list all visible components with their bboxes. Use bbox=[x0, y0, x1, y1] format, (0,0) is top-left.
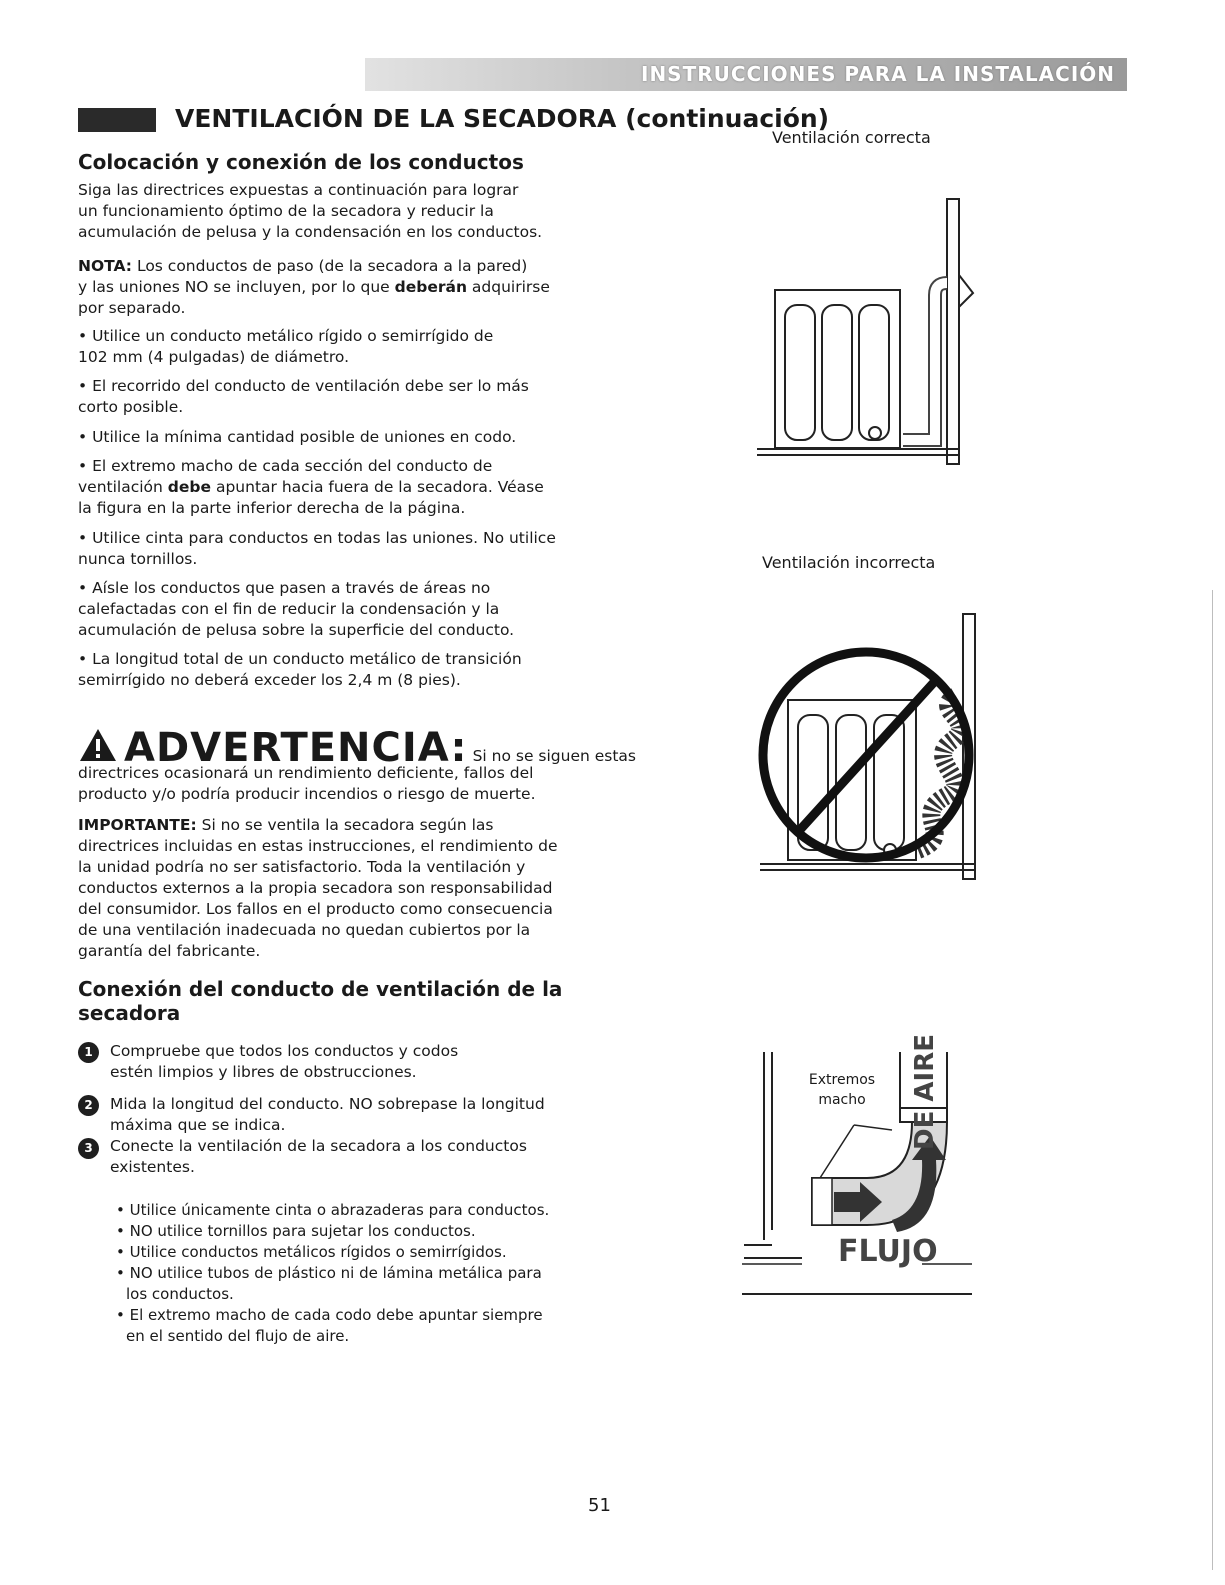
male-ends-label-line: macho bbox=[818, 1092, 866, 1108]
list-item bbox=[78, 427, 610, 448]
step-line: Compruebe que todos los conductos y codos bbox=[110, 1042, 459, 1060]
step-number-3: 3 bbox=[78, 1138, 99, 1159]
list-item-line: • Utilice un conducto metálico rígido o semirrígido de bbox=[78, 327, 494, 345]
airflow-label-b: DE AIRE bbox=[910, 1034, 940, 1150]
list-item bbox=[78, 376, 610, 418]
important-line: garantía del fabricante. bbox=[78, 942, 261, 960]
section-heading-connection bbox=[78, 977, 598, 1025]
list-item-line: • La longitud total de un conducto metálico de transición bbox=[78, 650, 522, 668]
list-item-line: calefactadas con el fin de reducir la condensación y la bbox=[78, 600, 500, 618]
header-band-text: INSTRUCCIONES PARA LA INSTALACIÓN bbox=[641, 62, 1115, 86]
list-item bbox=[78, 578, 610, 641]
note-text: por separado. bbox=[78, 299, 186, 317]
warning-text: Si no se siguen estas bbox=[472, 747, 637, 765]
intro-line: Siga las directrices expuestas a continuación para lograr bbox=[78, 181, 519, 199]
intro-line: acumulación de pelusa y la condensación en los conductos. bbox=[78, 223, 543, 241]
list-item-text: apuntar hacia fuera de la secadora. Véase bbox=[215, 478, 544, 496]
list-item-text: ventilación bbox=[78, 478, 163, 496]
list-item bbox=[78, 326, 610, 368]
warning-line: directrices ocasionará un rendimiento deficiente, fallos del bbox=[78, 764, 534, 782]
list-item bbox=[78, 456, 610, 519]
step-number-2: 2 bbox=[78, 1095, 99, 1116]
list-item-line: la figura en la parte inferior derecha de la página. bbox=[78, 499, 466, 517]
list-item bbox=[78, 528, 610, 570]
male-ends-label-line: Extremos bbox=[808, 1072, 876, 1088]
note-text: adquirirse bbox=[471, 278, 550, 296]
important-line: del consumidor. Los fallos en el producto como consecuencia bbox=[78, 900, 553, 918]
section-heading-line: secadora bbox=[78, 1001, 181, 1025]
list-item-line: • El recorrido del conducto de ventilación debe ser lo más bbox=[78, 377, 529, 395]
title-marker-block bbox=[78, 108, 156, 132]
step-line: Mida la longitud del conducto. NO sobrepase la longitud bbox=[110, 1095, 545, 1113]
important-paragraph bbox=[78, 815, 598, 962]
step-line: existentes. bbox=[110, 1158, 195, 1176]
sub-bullet: • NO utilice tubos de plástico ni de lámina metálica para bbox=[116, 1264, 542, 1282]
list-item-line: semirrígido no deberá exceder los 2,4 m (8 pies). bbox=[78, 671, 461, 689]
important-label: IMPORTANTE: bbox=[78, 816, 197, 834]
figure-caption-incorrect: Ventilación incorrecta bbox=[762, 553, 936, 572]
warning-triangle-icon bbox=[78, 727, 118, 767]
page-number: 51 bbox=[588, 1495, 611, 1516]
list-item-line: • Aísle los conductos que pasen a través de áreas no bbox=[78, 579, 491, 597]
sub-bullet-list bbox=[116, 1200, 606, 1347]
intro-line: un funcionamiento óptimo de la secadora y reducir la bbox=[78, 202, 494, 220]
step-line: máxima que se indica. bbox=[110, 1116, 286, 1134]
figure-caption-correct: Ventilación correcta bbox=[772, 128, 931, 147]
step-number-1: 1 bbox=[78, 1042, 99, 1063]
list-item-line: 102 mm (4 pulgadas) de diámetro. bbox=[78, 348, 349, 366]
list-item bbox=[78, 649, 610, 691]
list-item-line: corto posible. bbox=[78, 398, 184, 416]
note-emphasis: deberán bbox=[394, 278, 467, 296]
list-item-emphasis: debe bbox=[167, 478, 212, 496]
warning-line: producto y/o podría producir incendios o riesgo de muerte. bbox=[78, 785, 536, 803]
sub-bullet: los conductos. bbox=[126, 1285, 234, 1303]
list-item-line: • Utilice la mínima cantidad posible de uniones en codo. bbox=[78, 428, 517, 446]
warning-paragraph bbox=[78, 763, 598, 805]
note-label: NOTA: bbox=[78, 257, 133, 275]
section-heading-line: Conexión del conducto de ventilación de la bbox=[78, 977, 563, 1001]
note-text: y las uniones NO se incluyen, por lo que bbox=[78, 278, 390, 296]
incorrect-venting-illustration bbox=[758, 610, 988, 885]
section-heading-placement: Colocación y conexión de los conductos bbox=[78, 150, 524, 174]
important-line: la unidad podría no ser satisfactorio. Toda la ventilación y bbox=[78, 858, 526, 876]
page-title: VENTILACIÓN DE LA SECADORA (continuación) bbox=[175, 104, 830, 133]
sub-bullet: en el sentido del flujo de aire. bbox=[126, 1327, 350, 1345]
step-3 bbox=[110, 1136, 600, 1178]
sub-bullet: • Utilice únicamente cinta o abrazaderas para conductos. bbox=[116, 1201, 550, 1219]
sub-bullet: • El extremo macho de cada codo debe apuntar siempre bbox=[116, 1306, 543, 1324]
important-text: Si no se ventila la secadora según las bbox=[201, 816, 494, 834]
sub-bullet: • NO utilice tornillos para sujetar los conductos. bbox=[116, 1222, 476, 1240]
step-2 bbox=[110, 1094, 600, 1136]
sub-bullet: • Utilice conductos metálicos rígidos o semirrígidos. bbox=[116, 1243, 507, 1261]
important-line: directrices incluidas en estas instrucciones, el rendimiento de bbox=[78, 837, 558, 855]
step-line: Conecte la ventilación de la secadora a los conductos bbox=[110, 1137, 527, 1155]
important-line: de una ventilación inadecuada no quedan cubiertos por la bbox=[78, 921, 531, 939]
step-line: estén limpios y libres de obstrucciones. bbox=[110, 1063, 417, 1081]
correct-venting-illustration bbox=[755, 195, 975, 470]
note-paragraph bbox=[78, 256, 598, 319]
male-ends-label bbox=[808, 1070, 876, 1110]
note-text: Los conductos de paso (de la secadora a la pared) bbox=[136, 257, 528, 275]
list-item-line: • Utilice cinta para conductos en todas las uniones. No utilice bbox=[78, 529, 556, 547]
list-item-line: acumulación de pelusa sobre la superficie del conducto. bbox=[78, 621, 515, 639]
important-line: conductos externos a la propia secadora son responsabilidad bbox=[78, 879, 553, 897]
page-edge-divider bbox=[1212, 590, 1213, 1570]
intro-paragraph bbox=[78, 180, 598, 243]
list-item-line: • El extremo macho de cada sección del conducto de bbox=[78, 457, 493, 475]
header-band bbox=[365, 58, 1127, 91]
warning-word: ADVERTENCIA: bbox=[124, 725, 468, 771]
airflow-label-a: FLUJO bbox=[838, 1234, 938, 1269]
list-item-line bbox=[78, 477, 610, 498]
list-item-line: nunca tornillos. bbox=[78, 550, 198, 568]
step-1 bbox=[110, 1041, 600, 1083]
